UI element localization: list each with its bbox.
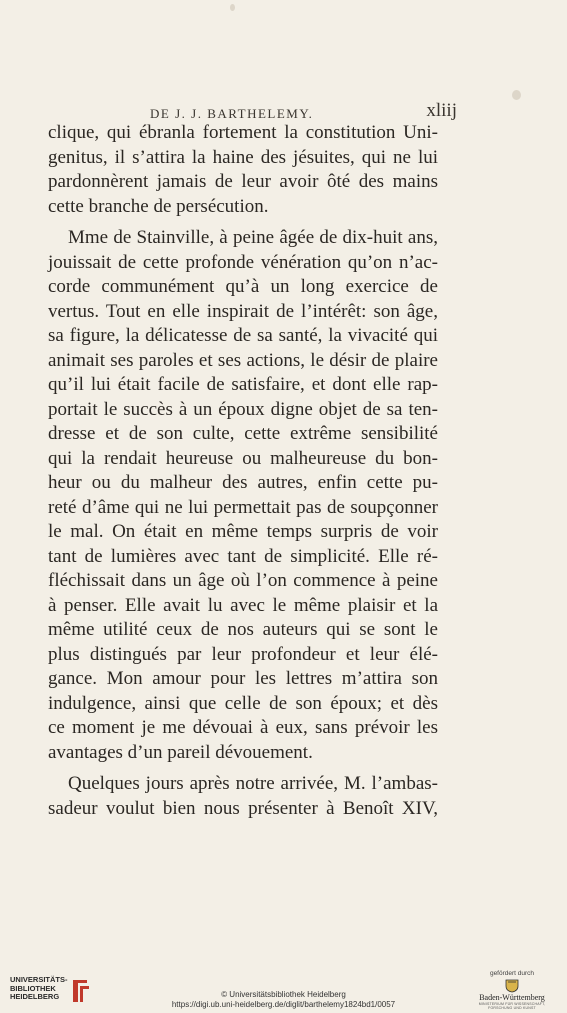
text-line: cette branche de persécution. xyxy=(48,195,269,217)
copyright-text: © Universitätsbibliothek Heidelberg xyxy=(221,990,346,999)
coat-of-arms-icon xyxy=(502,979,522,993)
text-line: même utilité ceux de nos auteurs qui se sont le xyxy=(48,619,438,640)
text-line: sa figure, la délicatesse de sa santé, la vivacité qui xyxy=(48,325,438,346)
funder-logo[interactable] xyxy=(467,970,557,1010)
text-line: heur ou du malheur des autres, enfin cette pu- xyxy=(48,472,438,493)
text-line: qui la rendait heureuse ou malheureuse du bon- xyxy=(48,447,438,469)
permalink[interactable]: https://digi.ub.uni-heidelberg.de/diglit/barthelemy1824bd1/0057 xyxy=(171,1000,396,1009)
text-line: avantages d’un pareil dévouement. xyxy=(48,741,313,763)
text-line: jouissait de cette profonde vénération qu’on n’ac- xyxy=(48,251,438,273)
paper-spot xyxy=(512,90,521,100)
page-number: xliij xyxy=(426,100,457,121)
text-line: plus distingués par leur profondeur et leur élé- xyxy=(48,643,438,665)
copyright-notice xyxy=(130,990,437,1010)
text-line: genitus, il s’attira la haine des jésuites, qui ne lui xyxy=(48,146,438,168)
funder-label: gefördert durch xyxy=(489,970,535,977)
text-line: pardonnèrent jamais de leur avoir ôté des mains xyxy=(48,171,438,192)
text-line: gance. Mon amour pour les lettres m’attira son xyxy=(48,668,438,689)
library-name-line: UNIVERSITÄTS- xyxy=(10,975,68,984)
text-line: clique, qui ébranla fortement la constitution Uni- xyxy=(48,122,438,143)
text-line: dresse et de son culte, cette extrême sensibilité xyxy=(48,423,438,444)
text-line: sadeur voulut bien nous présenter à Benoît XIV, xyxy=(48,797,438,819)
text-line: portait le succès à un époux digne objet de sa ten- xyxy=(48,398,438,420)
text-line: reté d’âme qui ne lui permettait pas de soupçonner xyxy=(48,496,438,518)
paper-spot xyxy=(230,4,235,11)
text-line: à penser. Elle avait lu avec le même plaisir et la xyxy=(48,594,438,616)
text-line: qu’il lui était facile de satisfaire, et dont elle rap- xyxy=(48,374,438,395)
funder-name: Baden-Württemberg xyxy=(479,993,545,1002)
text-line: le mal. On était en même temps surpris de voir xyxy=(48,521,438,542)
library-name-line: HEIDELBERG xyxy=(10,992,60,1001)
text-line: ce moment je me dévouai à eux, sans prévoir les xyxy=(48,717,438,738)
body-text xyxy=(48,121,438,821)
text-line: indulgence, ainsi que celle de son époux; et dès xyxy=(48,692,438,714)
text-line: animait ses paroles et ses actions, le désir de plaire xyxy=(48,349,438,371)
library-name xyxy=(10,976,70,1002)
text-line: vertus. Tout en elle inspirait de l’intérêt: son âge, xyxy=(48,300,438,322)
page-footer xyxy=(0,968,567,1013)
text-line: Quelques jours après notre arrivée, M. l’ambas- xyxy=(68,773,438,794)
text-line: fléchissait dans un âge où l’on commence à peine xyxy=(48,570,438,591)
funder-ministry: MINISTERIUM FÜR WISSENSCHAFT, FORSCHUNG UND KUNST xyxy=(478,1002,546,1010)
library-name-line: BIBLIOTHEK xyxy=(10,983,56,993)
text-line: Mme de Stainville, à peine âgée de dix-huit ans, xyxy=(68,227,438,248)
library-logo[interactable] xyxy=(10,976,130,1010)
text-line: tant de lumières avec tant de simplicité. Elle ré- xyxy=(48,545,438,567)
library-mark-icon xyxy=(70,976,92,1006)
running-head: DE J. J. BARTHELEMY. xyxy=(150,106,314,121)
text-line: corde communément qu’à un long exercice de xyxy=(48,276,438,297)
